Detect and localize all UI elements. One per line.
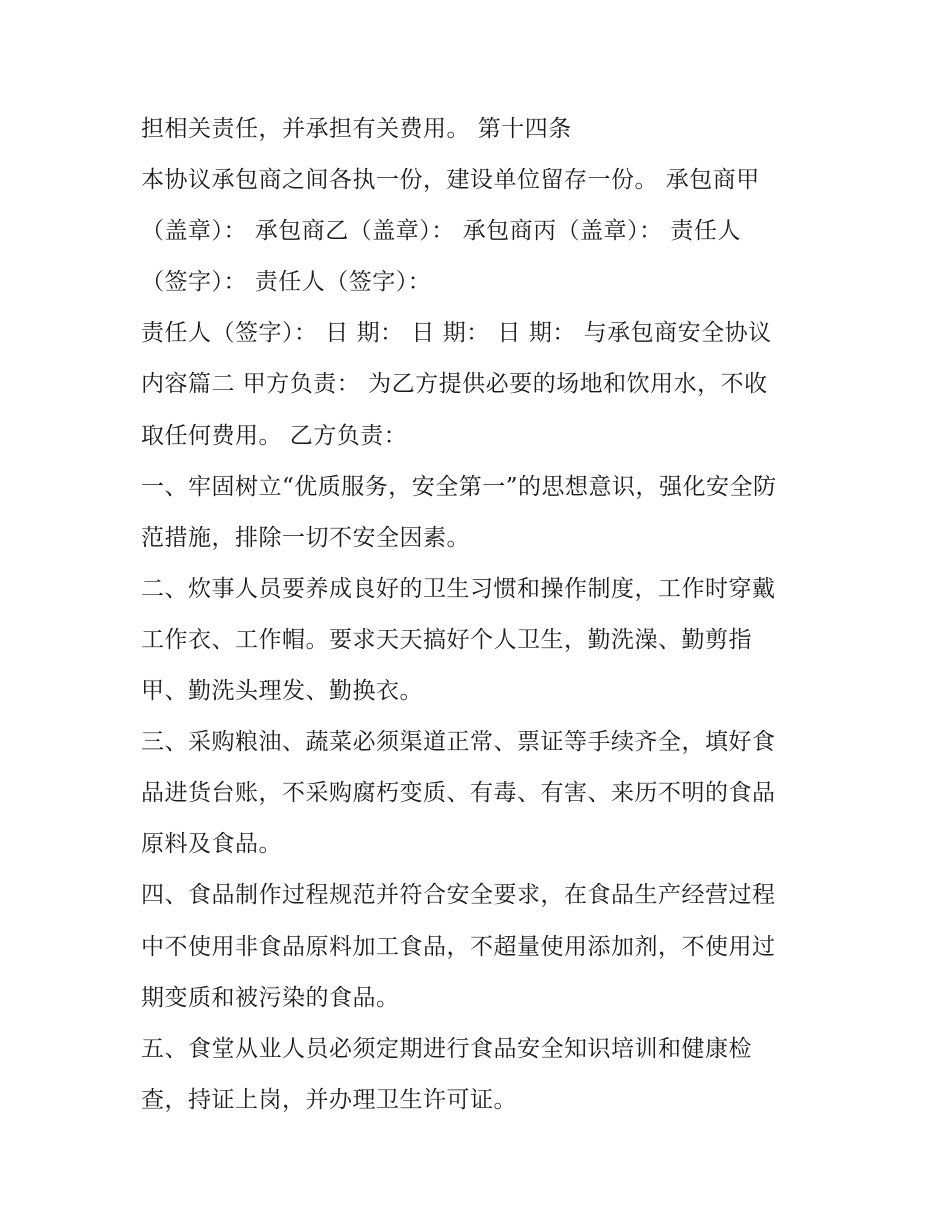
text-line: 工作衣、工作帽。要求天天搞好个人卫生，勤洗澡、勤剪指 — [141, 626, 752, 653]
text-line: 查，持证上岗，并办理卫生许可证。 — [141, 1086, 517, 1113]
text-line: 担相关责任，并承担有关费用。 第十四条 — [141, 116, 572, 142]
text-line: 二、炊事人员要养成良好的卫生习惯和操作制度，工作时穿戴 — [141, 575, 776, 602]
text-line: 本协议承包商之间各执一份，建设单位留存一份。 承包商甲 — [141, 167, 760, 194]
text-line: 中不使用非食品原料加工食品，不超量使用添加剂，不使用过 — [141, 933, 776, 960]
text-line: 内容篇二 甲方负责： 为乙方提供必要的场地和饮用水，不收 — [141, 371, 768, 398]
text-line: 期变质和被污染的食品。 — [141, 984, 400, 1011]
text-line: 一、牢固树立“优质服务，安全第一”的思想意识，强化安全防 — [141, 473, 777, 500]
text-line: 甲、勤洗头理发、勤换衣。 — [141, 678, 423, 705]
text-line: （盖章）： 承包商乙（盖章）： 承包商丙（盖章）： 责任人 — [141, 218, 741, 245]
text-line: 范措施，排除一切不安全因素。 — [141, 524, 470, 551]
text-line: 品进货台账，不采购腐朽变质、有毒、有害、来历不明的食品 — [141, 780, 776, 807]
text-line: 四、食品制作过程规范并符合安全要求，在食品生产经营过程 — [141, 882, 776, 909]
text-line: 责任人（签字）： 日 期： 日 期： 日 期： 与承包商安全协议 — [141, 320, 772, 347]
text-line: 原料及食品。 — [141, 831, 282, 858]
text-line: （签字）： 责任人（签字）： — [141, 269, 432, 296]
document-body — [141, 104, 821, 1126]
text-line: 取任何费用。 乙方负责： — [141, 422, 408, 449]
text-line: 三、采购粮油、蔬菜必须渠道正常、票证等手续齐全，填好食 — [141, 729, 776, 756]
text-line: 五、食堂从业人员必须定期进行食品安全知识培训和健康检 — [141, 1035, 752, 1062]
